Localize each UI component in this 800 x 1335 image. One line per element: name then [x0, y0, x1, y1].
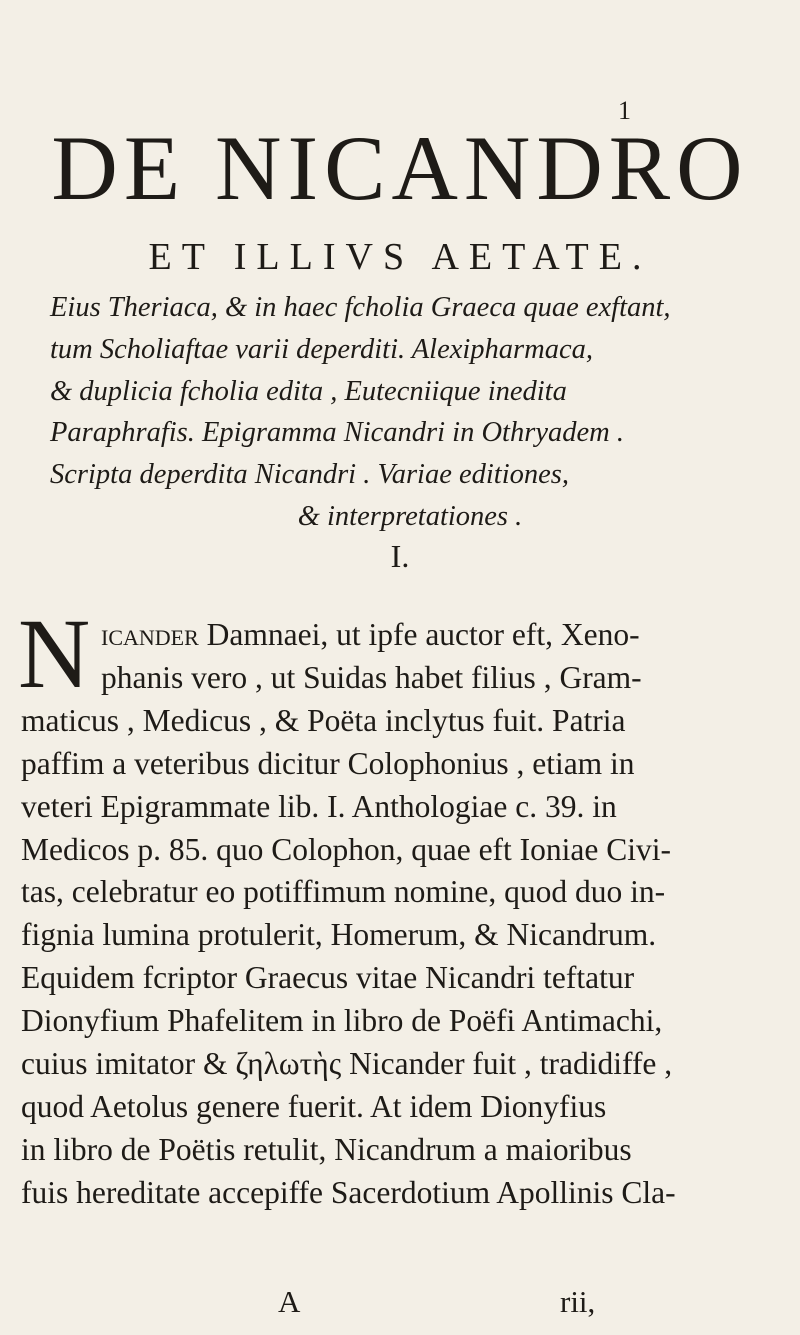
signature-mark: A	[278, 1284, 301, 1319]
body-line: paffim a veteribus dicitur Colophonius , etiam in	[21, 745, 635, 781]
body-line: veteri Epigrammate lib. I. Anthologiae c. 39. in	[21, 788, 617, 824]
opening-line-rest: Damnaei, ut ipfe auctor eft, Xeno-	[198, 617, 640, 652]
page-footer	[0, 1284, 800, 1324]
chapter-summary	[50, 287, 770, 538]
page-number: 1	[618, 96, 631, 125]
body-line: fignia lumina protulerit, Homerum, & Nicandrum.	[21, 917, 657, 953]
summary-line: & duplicia fcholia edita , Eutecniique inedita	[50, 375, 567, 407]
body-line: Equidem fcriptor Graecus vitae Nicandri teftatur	[21, 960, 635, 996]
body-line: quod Aetolus genere fuerit. At idem Dionyfius	[21, 1088, 607, 1124]
body-line: Dionyfium Phafelitem in libro de Poëfi Antimachi,	[21, 1003, 663, 1039]
summary-line: Paraphrafis. Epigramma Nicandri in Othryadem .	[50, 417, 624, 449]
body-line: in libro de Poëtis retulit, Nicandrum a maioribus	[21, 1131, 632, 1167]
opening-word: icander	[101, 617, 199, 652]
body-line: phanis vero , ut Suidas habet filius , Gram-	[101, 659, 642, 695]
summary-line: Scripta deperdita Nicandri . Variae editiones,	[50, 459, 570, 491]
body-line	[21, 614, 781, 657]
body-line: tas, celebratur eo potiffimum nomine, quod duo in-	[21, 874, 666, 910]
summary-line: tum Scholiaftae varii deperditi. Alexipharmaca,	[50, 333, 593, 365]
body-line: maticus , Medicus , & Poëta inclytus fuit. Patria	[21, 702, 626, 738]
page-subtitle: ET ILLIVS AETATE.	[148, 236, 652, 278]
drop-cap: N	[18, 598, 91, 709]
catchword: rii,	[560, 1284, 596, 1319]
body-line: cuius imitator & ζηλωτὴς Nicander fuit , tradidiffe ,	[21, 1046, 673, 1082]
body-text	[21, 614, 781, 1215]
summary-line: Eius Theriaca, & in haec fcholia Graeca quae exftant,	[50, 292, 671, 323]
summary-line: & interpretationes .	[297, 500, 523, 532]
page-title: DE NICANDRO	[51, 117, 749, 219]
body-line: fuis hereditate accepiffe Sacerdotium Apollinis Cla-	[21, 1174, 676, 1210]
body-line: Medicos p. 85. quo Colophon, quae eft Ioniae Civi-	[21, 831, 672, 867]
section-number: I.	[390, 538, 410, 574]
